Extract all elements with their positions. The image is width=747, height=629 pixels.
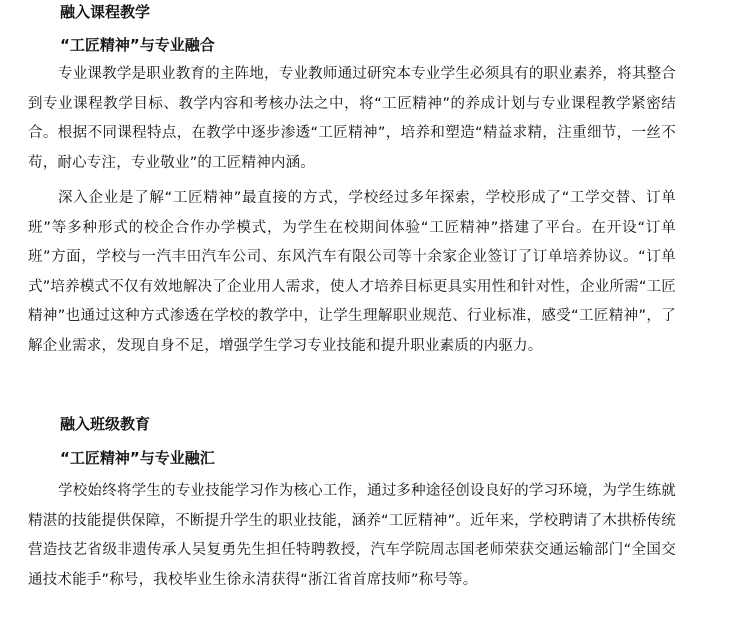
section-subheading-specialty-fusion: “工匠精神”与专业融合 [60, 36, 215, 54]
paragraph-class-education: 学校始终将学生的专业技能学习作为核心工作，通过多种途径创设良好的学习环境，为学生练就精湛的技能提供保障，不断提升学生的职业技能，涵养“工匠精神”。近年来，学校聘请了木拱桥传统营造技艺省级非遗传承人吴复勇先生担任特聘教授，汽车学院周志国老师荣获交通运输部门“全国交通技术能手”称号，我校毕业生徐永清获得“浙江省首席技师”称号等。 [28, 483, 676, 588]
section-subheading-specialty-convergence: “工匠精神”与专业融汇 [60, 449, 215, 467]
paragraph-enterprise-practice: 深入企业是了解“工匠精神”最直接的方式，学校经过多年探索，学校形成了“工学交替、订单班”等多种形式的校企合作办学模式，为学生在校期间体验“工匠精神”搭建了平台。在开设“订单班”方面，学校与一汽丰田汽车公司、东风汽车有限公司等十余家企业签订了订单培养协议。“订单式”培养模式不仅有效地解决了企业用人需求，使人才培养目标更具实用性和针对性，企业所需“工匠精神”也通过这种方式渗透在学校的教学中，让学生理解职业规范、行业标准，感受“工匠精神”，了解企业需求，发现自身不足，增强学生学习专业技能和提升职业素质的内驱力。 [28, 190, 676, 354]
section-heading-course-teaching: 融入课程教学 [60, 3, 151, 21]
section-heading-class-education: 融入班级教育 [60, 415, 151, 433]
paragraph-course-teaching: 专业课教学是职业教育的主阵地，专业教师通过研究本专业学生必须具有的职业素养，将其整合到专业课程教学目标、教学内容和考核办法之中，将“工匠精神”的养成计划与专业课程教学紧密结合。根据不同课程特点，在教学中逐步渗透“工匠精神”，培养和塑造“精益求精，注重细节，一丝不苟，耐心专注，专业敬业”的工匠精神内涵。 [28, 66, 676, 171]
